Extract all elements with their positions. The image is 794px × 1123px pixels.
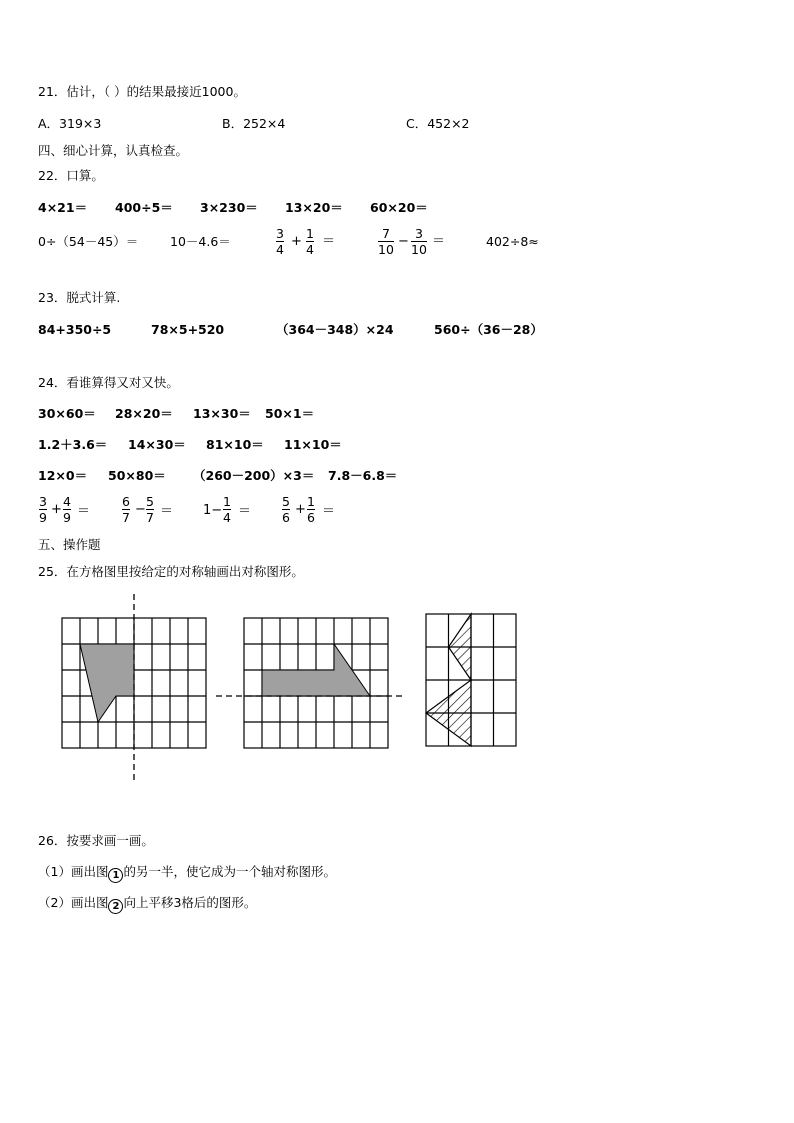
q24-item: 81×10＝ — [206, 437, 264, 452]
operator: + — [51, 502, 62, 517]
q23-item: 560÷（36－28） — [434, 322, 543, 337]
q24-item: （260－200）×3＝ — [193, 468, 315, 483]
q26-line-1: （1）画出图 1 的另一半，使它成为一个轴对称图形。 — [38, 864, 336, 881]
circled-number: 2 — [108, 899, 123, 914]
grid-figure-3 — [420, 608, 522, 752]
q23-item: 84+350÷5 — [38, 322, 112, 337]
q22-item: 0÷（54－45）＝ — [38, 234, 139, 249]
fraction: 7 10 — [378, 226, 394, 257]
operator: + — [295, 502, 306, 517]
q24-item: 11×10＝ — [284, 437, 342, 452]
q22-item: 60×20＝ — [370, 200, 428, 215]
q21-option-c[interactable]: C．452×2 — [406, 116, 470, 131]
section-4-heading: 四、细心计算，认真检查。 — [38, 143, 189, 158]
q24-item: 30×60＝ — [38, 406, 96, 421]
q23-item: （364－348）×24 — [276, 322, 394, 337]
q24-item: 28×20＝ — [115, 406, 173, 421]
fraction: 3 4 — [276, 226, 284, 257]
q22-item: 4×21＝ — [38, 200, 88, 215]
fraction: 6 7 — [122, 494, 130, 525]
equals: ＝ — [432, 234, 446, 249]
q24-item: 50×1＝ — [265, 406, 315, 421]
grid-figure-1 — [56, 594, 212, 782]
operator: − — [135, 502, 146, 517]
equals: ＝ — [77, 504, 91, 519]
q24-item: 7.8－6.8＝ — [328, 468, 398, 483]
operator: 1− — [203, 503, 223, 518]
q21-prompt: 21．估计，（ ）的结果最接近1000。 — [38, 84, 246, 99]
q26-line-2: （2）画出图 2 向上平移3格后的图形。 — [38, 895, 257, 912]
section-5-heading: 五、操作题 — [38, 537, 101, 552]
q22-item: 13×20＝ — [285, 200, 343, 215]
q22-item: 3×230＝ — [200, 200, 258, 215]
equals: ＝ — [160, 504, 174, 519]
q23-title: 23．脱式计算. — [38, 290, 121, 305]
fraction: 3 10 — [411, 226, 427, 257]
fraction: 5 6 — [282, 494, 290, 525]
fraction: 5 7 — [146, 494, 154, 525]
q22-title: 22．口算。 — [38, 168, 104, 183]
fraction: 3 9 — [39, 494, 47, 525]
q24-item: 50×80＝ — [108, 468, 166, 483]
q24-item: 14×30＝ — [128, 437, 186, 452]
q24-item: 12×0＝ — [38, 468, 88, 483]
fraction: 1 4 — [306, 226, 314, 257]
q21-option-a[interactable]: A．319×3 — [38, 116, 102, 131]
fraction: 1 4 — [223, 494, 231, 525]
q22-item: 402÷8≈ — [486, 234, 539, 249]
q24-title: 24．看谁算得又对又快。 — [38, 375, 179, 390]
q24-item: 13×30＝ — [193, 406, 251, 421]
q22-item: 10－4.6＝ — [170, 234, 231, 249]
fraction: 4 9 — [63, 494, 71, 525]
q22-item: 400÷5＝ — [115, 200, 173, 215]
grid-figure-2 — [214, 612, 404, 752]
q26-title: 26．按要求画一画。 — [38, 833, 154, 848]
equals: ＝ — [322, 234, 336, 249]
fraction: 1 6 — [307, 494, 315, 525]
operator: − — [398, 234, 409, 249]
equals: ＝ — [238, 504, 252, 519]
q25-title: 25．在方格图里按给定的对称轴画出对称图形。 — [38, 564, 304, 579]
q23-item: 78×5+520 — [151, 322, 225, 337]
circled-number: 1 — [108, 868, 123, 883]
q24-item: 1.2＋3.6＝ — [38, 437, 108, 452]
operator: + — [291, 234, 302, 249]
q21-option-b[interactable]: B．252×4 — [222, 116, 286, 131]
equals: ＝ — [322, 504, 336, 519]
